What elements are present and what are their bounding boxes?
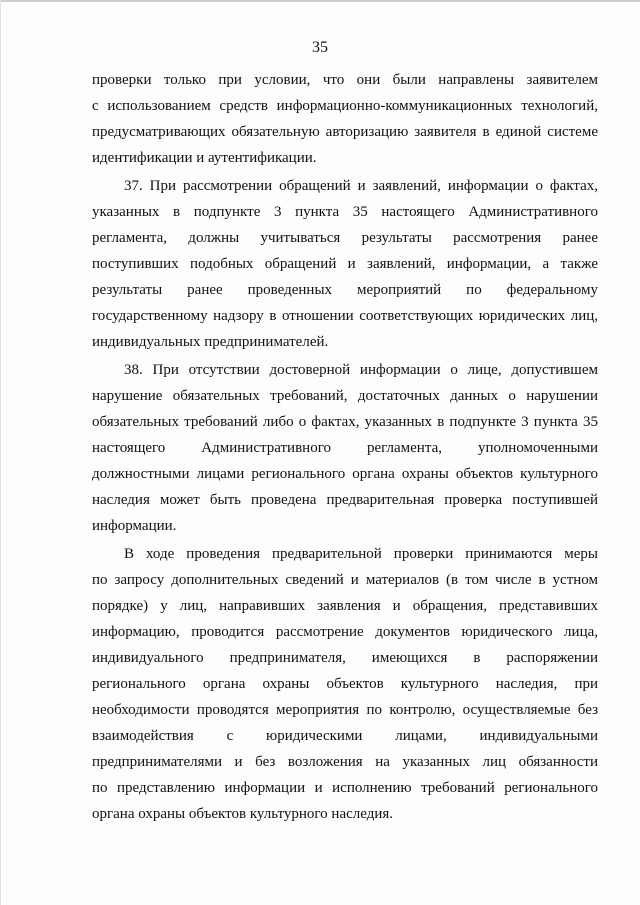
text-line: взаимодействия с юридическими лицами, индивидуальными (92, 728, 598, 744)
page-number: 35 (312, 39, 328, 56)
text-line: идентификации и аутентификации. (92, 150, 317, 166)
text-line: 38. При отсутствии достоверной информации о лице, допустившем (124, 362, 598, 378)
text-line: органа охраны объектов культурного наследия. (92, 806, 394, 822)
text-line: необходимости проводятся мероприятия по контролю, осуществляемые без (92, 702, 598, 718)
text-line: индивидуальных предпринимателей. (92, 334, 329, 350)
text-line: обязательных требований либо о фактах, указанных в подпункте 3 пункта 35 (92, 414, 598, 430)
text-line: указанных в подпункте 3 пункта 35 настоящего Административного (92, 204, 598, 220)
text-line: с использованием средств информационно-коммуникационных технологий, (92, 98, 598, 114)
text-line: информацию, проводится рассмотрение документов юридического лица, (92, 624, 598, 640)
document-body (92, 67, 598, 829)
text-line: В ходе проведения предварительной проверки принимаются меры (124, 546, 598, 562)
text-line: поступивших подобных обращений и заявлений, информации, а также (92, 256, 598, 272)
text-line: индивидуального предпринимателя, имеющихся в распоряжении (92, 650, 598, 666)
text-line: нарушение обязательных требований, достаточных данных о нарушении (92, 388, 598, 404)
text-line: предусматривающих обязательную авторизацию заявителя в единой системе (92, 124, 598, 140)
text-line: государственному надзору в отношении соответствующих юридических лиц, (92, 308, 598, 324)
paragraph (92, 357, 598, 539)
text-line: регионального органа охраны объектов культурного наследия, при (92, 676, 598, 692)
scan-edge-top (0, 0, 640, 2)
text-line: предпринимателями и без возложения на указанных лиц обязанности (92, 754, 598, 770)
text-line: регламента, должны учитываться результаты рассмотрения ранее (92, 230, 598, 246)
text-line: должностными лицами регионального органа охраны объектов культурного (92, 466, 598, 482)
text-line: 37. При рассмотрении обращений и заявлений, информации о фактах, (124, 178, 598, 194)
text-line: наследия может быть проведена предварительная проверка поступившей (92, 492, 598, 508)
text-line: проверки только при условии, что они были направлены заявителем (92, 72, 598, 88)
text-line: результаты ранее проведенных мероприятий по федеральному (92, 282, 598, 298)
text-line: порядке) у лиц, направивших заявления и обращения, представивших (92, 598, 598, 614)
paragraph (92, 173, 598, 355)
paragraph (92, 67, 598, 171)
paragraph (92, 541, 598, 827)
text-line: информации. (92, 518, 177, 534)
text-line: по представлению информации и исполнению требований регионального (92, 780, 598, 796)
text-line: настоящего Административного регламента, уполномоченными (92, 440, 598, 456)
text-line: по запросу дополнительных сведений и материалов (в том числе в устном (92, 572, 598, 588)
scan-edge-left (0, 0, 1, 905)
